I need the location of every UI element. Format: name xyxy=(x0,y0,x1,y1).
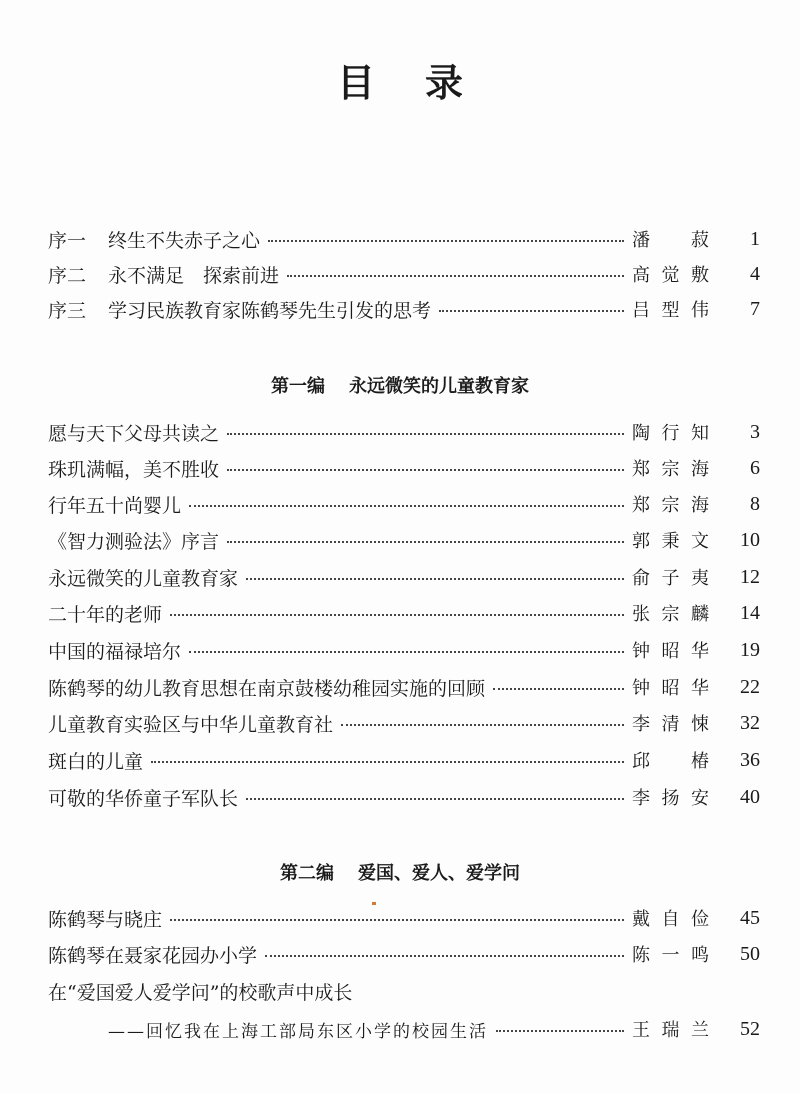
dot-leader xyxy=(496,1030,624,1032)
toc-entry-preface-3[interactable] xyxy=(48,294,760,324)
toc-entry[interactable] xyxy=(48,417,760,447)
entry-title: 学习民族教育家陈鹤琴先生引发的思考 xyxy=(108,299,432,322)
entry-title: 斑白的儿童 xyxy=(48,750,144,773)
entry-author: 钟昭华 xyxy=(632,678,710,699)
dot-leader xyxy=(246,798,624,800)
entry-title: 陈鹤琴的幼儿教育思想在南京鼓楼幼稚园实施的回顾 xyxy=(48,677,486,700)
entry-author: 郑宗海 xyxy=(632,495,710,516)
entry-author: 郑宗海 xyxy=(632,459,710,480)
toc-entry-subtitle[interactable] xyxy=(48,1014,760,1044)
entry-title: 终生不失赤子之心 xyxy=(108,229,261,252)
entry-page: 10 xyxy=(740,528,760,551)
entry-page: 19 xyxy=(740,638,760,661)
entry-page: 12 xyxy=(740,565,760,588)
toc-entry[interactable] xyxy=(48,598,760,628)
entry-author: 高觉敷 xyxy=(632,265,710,286)
dot-leader xyxy=(265,955,624,957)
toc-entry[interactable] xyxy=(48,903,760,933)
section-heading-1 xyxy=(0,372,800,398)
entry-page: 50 xyxy=(740,942,760,965)
dot-leader xyxy=(227,541,624,543)
dot-leader xyxy=(341,724,624,726)
dot-leader xyxy=(268,240,624,242)
entry-title: 陈鹤琴与晓庄 xyxy=(48,908,163,931)
dot-leader xyxy=(170,919,624,921)
toc-entry[interactable] xyxy=(48,976,760,1006)
entry-title: 陈鹤琴在聂家花园办小学 xyxy=(48,944,258,967)
entry-title: 永不满足 探索前进 xyxy=(108,264,280,287)
entry-author: 李扬安 xyxy=(632,788,710,809)
section-number: 第二编 xyxy=(280,863,334,884)
entry-author: 戴自俭 xyxy=(632,909,710,930)
toc-entry[interactable] xyxy=(48,939,760,969)
dot-leader xyxy=(189,651,624,653)
entry-author: 邱 椿 xyxy=(632,751,710,772)
toc-entry[interactable] xyxy=(48,635,760,665)
entry-title: 二十年的老师 xyxy=(48,603,163,626)
entry-author: 陶行知 xyxy=(632,423,710,444)
entry-page: 52 xyxy=(740,1017,760,1040)
entry-page: 14 xyxy=(740,601,760,624)
entry-author: 吕型伟 xyxy=(632,300,710,321)
toc-entry[interactable] xyxy=(48,453,760,483)
section-number: 第一编 xyxy=(271,376,325,397)
toc-entry[interactable] xyxy=(48,525,760,555)
toc-entry[interactable] xyxy=(48,745,760,775)
entry-page: 7 xyxy=(750,297,760,320)
toc-entry-preface-1[interactable] xyxy=(48,224,760,254)
entry-page: 3 xyxy=(750,420,760,443)
dot-leader xyxy=(227,469,624,471)
entry-page: 36 xyxy=(740,748,760,771)
entry-author: 王瑞兰 xyxy=(632,1020,710,1041)
entry-author: 郭秉文 xyxy=(632,531,710,552)
entry-author: 陈一鸣 xyxy=(632,945,710,966)
toc-entry[interactable] xyxy=(48,489,760,519)
entry-title: 儿童教育实验区与中华儿童教育社 xyxy=(48,713,334,736)
toc-entry[interactable] xyxy=(48,672,760,702)
entry-title: 中国的福禄培尔 xyxy=(48,640,182,663)
entry-author: 张宗麟 xyxy=(632,604,710,625)
toc-entry-preface-2[interactable] xyxy=(48,259,760,289)
dot-leader xyxy=(227,433,624,435)
section-name: 爱国、爱人、爱学问 xyxy=(358,863,520,884)
entry-prefix: 序一 xyxy=(48,229,87,252)
toc-entry[interactable] xyxy=(48,562,760,592)
entry-title: 愿与天下父母共读之 xyxy=(48,422,220,445)
dot-leader xyxy=(246,578,624,580)
entry-page: 22 xyxy=(740,675,760,698)
entry-page: 4 xyxy=(750,262,760,285)
entry-title: 永远微笑的儿童教育家 xyxy=(48,567,239,590)
dot-leader xyxy=(439,310,624,312)
entry-title: 《智力测验法》序言 xyxy=(48,530,220,553)
dot-leader xyxy=(493,688,624,690)
scan-speck xyxy=(372,902,376,905)
dot-leader xyxy=(170,614,624,616)
entry-title: 在“爱国爱人爱学问”的校歌声中成长 xyxy=(48,981,353,1004)
dot-leader xyxy=(287,275,624,277)
toc-entry[interactable] xyxy=(48,708,760,738)
entry-title: 行年五十尚婴儿 xyxy=(48,494,182,517)
entry-author: 俞子夷 xyxy=(632,568,710,589)
toc-entry[interactable] xyxy=(48,782,760,812)
dot-leader xyxy=(189,505,624,507)
entry-prefix: 序二 xyxy=(48,264,87,287)
entry-page: 32 xyxy=(740,711,760,734)
entry-title: ——回忆我在上海工部局东区小学的校园生活 xyxy=(108,1021,488,1042)
entry-page: 6 xyxy=(750,456,760,479)
page-title: 目录 xyxy=(336,60,513,105)
entry-author: 钟昭华 xyxy=(632,641,710,662)
section-heading-2 xyxy=(0,859,800,885)
entry-author: 潘 菽 xyxy=(632,230,710,251)
entry-author: 李清悚 xyxy=(632,714,710,735)
entry-prefix: 序三 xyxy=(48,299,87,322)
dot-leader xyxy=(151,761,624,763)
entry-page: 1 xyxy=(750,227,760,250)
entry-page: 8 xyxy=(750,492,760,515)
entry-page: 45 xyxy=(740,906,760,929)
entry-page: 40 xyxy=(740,785,760,808)
entry-title: 可敬的华侨童子军队长 xyxy=(48,787,239,810)
entry-title: 珠玑满幅，美不胜收 xyxy=(48,458,220,481)
section-name: 永远微笑的儿童教育家 xyxy=(349,376,529,397)
